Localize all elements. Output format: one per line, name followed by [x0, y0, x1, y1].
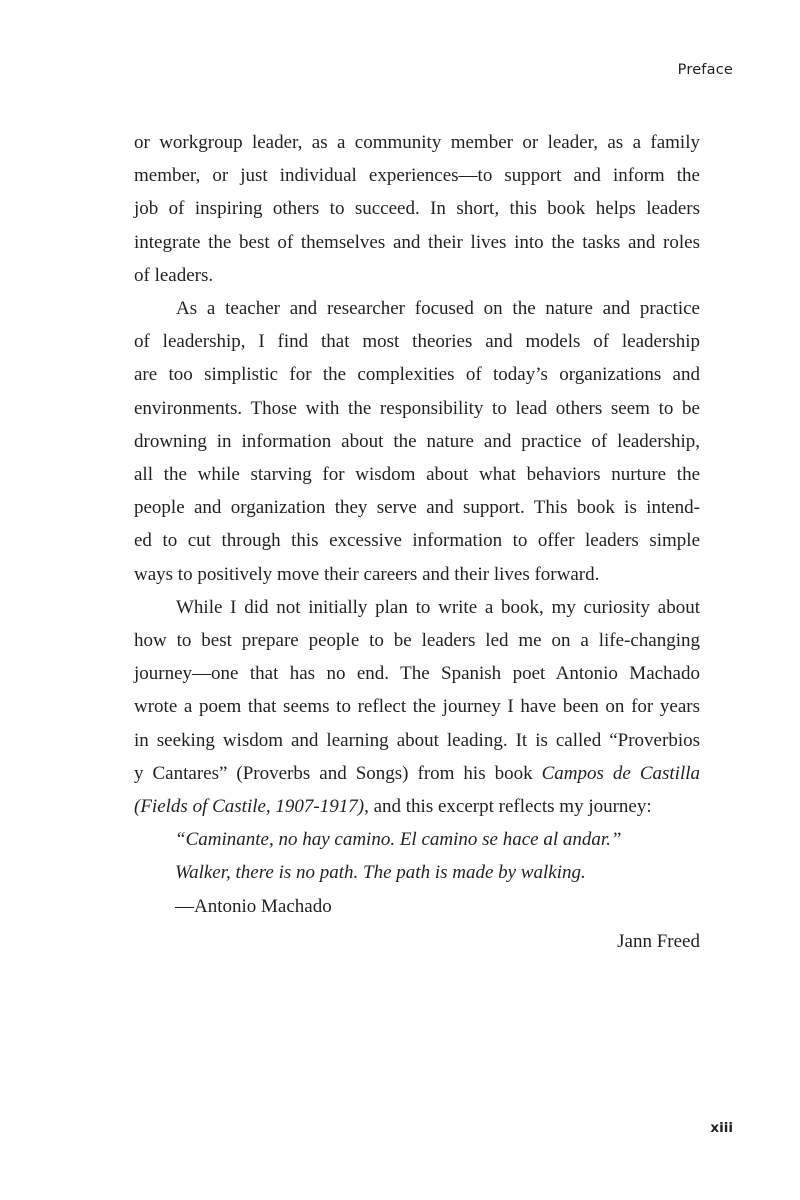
quote-spanish-text: “Caminante, no hay camino. El camino se hace al andar.” [175, 829, 622, 851]
quote-english [134, 856, 700, 889]
book-title-translation: (Fields of Castile, 1907-1917) [134, 796, 365, 818]
text-line: integrate the best of themselves and their lives into the tasks and roles [134, 231, 700, 253]
text-line: how to best prepare people to be leaders led me on a life-changing [134, 630, 700, 652]
text-line: wrote a poem that seems to reflect the journey I have been on for years [134, 696, 700, 718]
quote-spanish [134, 823, 700, 856]
text-line: in seeking wisdom and learning about leading. It is called “Proverbios [134, 729, 700, 751]
text-line: As a teacher and researcher focused on the nature and practice [176, 298, 700, 320]
block-quote [134, 823, 700, 923]
running-head: Preface [677, 62, 733, 78]
text-line: ed to cut through this excessive information to offer leaders simple [134, 530, 700, 552]
text-line: job of inspiring others to succeed. In short, this book helps leaders [134, 198, 700, 220]
text-line: of leadership, I find that most theories and models of leadership [134, 331, 700, 353]
text-line: of leaders. [134, 264, 214, 286]
text-line: environments. Those with the responsibility to lead others seem to be [134, 397, 700, 419]
text-line: are too simplistic for the complexities of today’s organizations and [134, 364, 700, 386]
quote-english-text: Walker, there is no path. The path is made by walking. [175, 862, 586, 884]
page-number: xiii [710, 1120, 733, 1136]
text-line [134, 757, 700, 790]
author-signature: Jann Freed [617, 930, 700, 952]
paragraph-1 [134, 126, 700, 292]
text-line: drowning in information about the nature and practice of leadership, [134, 430, 700, 452]
paragraph-3 [134, 591, 700, 823]
body-text [134, 126, 700, 958]
paragraph-2 [134, 292, 700, 591]
text-run: , and this excerpt reflects my journey: [364, 796, 652, 818]
text-line: journey—one that has no end. The Spanish poet Antonio Machado [134, 663, 700, 685]
text-line: ways to positively move their careers and their lives forward. [134, 563, 600, 585]
text-line: or workgroup leader, as a community member or leader, as a family [134, 132, 700, 153]
text-line: people and organization they serve and support. This book is intend- [134, 497, 700, 519]
text-line [134, 790, 700, 823]
text-line: all the while starving for wisdom about what behaviors nurture the [134, 464, 700, 486]
quote-attribution: —Antonio Machado [175, 895, 332, 917]
text-run: y Cantares” (Proverbs and Songs) from his book [134, 762, 542, 784]
text-line: While I did not initially plan to write a book, my curiosity about [176, 596, 700, 618]
book-title: Campos de Castilla [541, 762, 701, 784]
text-line: member, or just individual experiences—to support and inform the [134, 165, 700, 187]
